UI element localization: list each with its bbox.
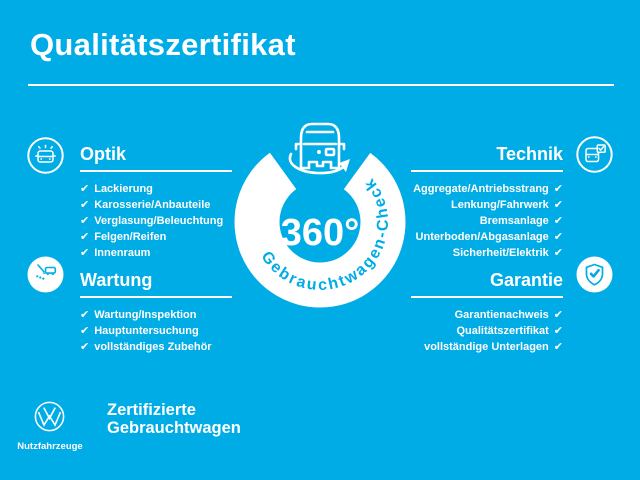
check-icon: ✔: [80, 245, 90, 259]
check-icon: ✔: [553, 339, 563, 353]
section-divider: [411, 296, 563, 298]
section-title: Garantie: [489, 270, 563, 290]
shield-check-icon: [576, 256, 613, 293]
service-pen-icon: [27, 256, 64, 293]
program-tagline: [107, 402, 241, 437]
check-icon: ✔: [80, 213, 90, 227]
checklist-item-label: Bremsanlage: [479, 214, 549, 227]
vw-logo: [34, 401, 65, 432]
checklist-item: [351, 339, 563, 355]
check-icon: ✔: [80, 181, 90, 195]
check-icon: ✔: [553, 307, 563, 321]
section-title: Technik: [496, 144, 563, 164]
tagline-line2: Gebrauchtwagen: [107, 418, 241, 437]
tagline-line1: Zertifizierte: [107, 401, 196, 419]
checklist-item-label: Lenkung/Fahrwerk: [450, 198, 549, 211]
checklist-item-label: Lackierung: [94, 182, 153, 195]
brand-division-label: Nutzfahrzeuge: [17, 441, 83, 452]
checklist-item: [80, 339, 292, 355]
checklist-item-label: Innenraum: [94, 246, 151, 259]
check-icon: ✔: [553, 245, 563, 259]
checklist-item-label: Unterboden/Abgasanlage: [415, 230, 549, 243]
check-icon: ✔: [80, 323, 90, 337]
title-divider: [28, 84, 614, 86]
car-rotation-icon: [290, 124, 350, 173]
section-divider: [411, 170, 563, 172]
360-check-medallion: [220, 110, 420, 330]
check-icon: ✔: [553, 323, 563, 337]
checklist-item-label: Karosserie/Anbauteile: [94, 198, 211, 211]
check-icon: ✔: [553, 213, 563, 227]
check-icon: ✔: [553, 229, 563, 243]
checklist-item-label: Aggregate/Antriebsstrang: [413, 182, 549, 195]
degree-value: 360°: [280, 212, 360, 254]
check-icon: ✔: [80, 339, 90, 353]
section-divider: [80, 296, 232, 298]
section-title: Optik: [80, 144, 127, 164]
checklist-item-label: Sicherheit/Elektrik: [452, 246, 549, 259]
section-divider: [80, 170, 232, 172]
car-shine-icon: [27, 137, 64, 174]
checklist-item-label: Verglasung/Beleuchtung: [94, 214, 224, 227]
checklist-item-label: Felgen/Reifen: [94, 230, 167, 243]
ring-label: Gebrauchtwagen-Check: [257, 173, 393, 295]
check-icon: ✔: [80, 307, 90, 321]
check-icon: ✔: [80, 197, 90, 211]
checklist-item-label: Hauptuntersuchung: [94, 324, 199, 337]
section-title: Wartung: [80, 270, 153, 290]
check-icon: ✔: [553, 197, 563, 211]
check-icon: ✔: [80, 229, 90, 243]
checklist-item-label: Wartung/Inspektion: [94, 308, 197, 321]
checklist-item-label: Garantienachweis: [454, 308, 549, 321]
van-checklist-icon: [576, 136, 613, 173]
page-title: Qualitätszertifikat: [30, 27, 296, 62]
checklist-item-label: vollständiges Zubehör: [94, 340, 212, 353]
checklist-item-label: Qualitätszertifikat: [456, 324, 549, 337]
checklist-item-label: vollständige Unterlagen: [424, 340, 549, 353]
check-icon: ✔: [553, 181, 563, 195]
